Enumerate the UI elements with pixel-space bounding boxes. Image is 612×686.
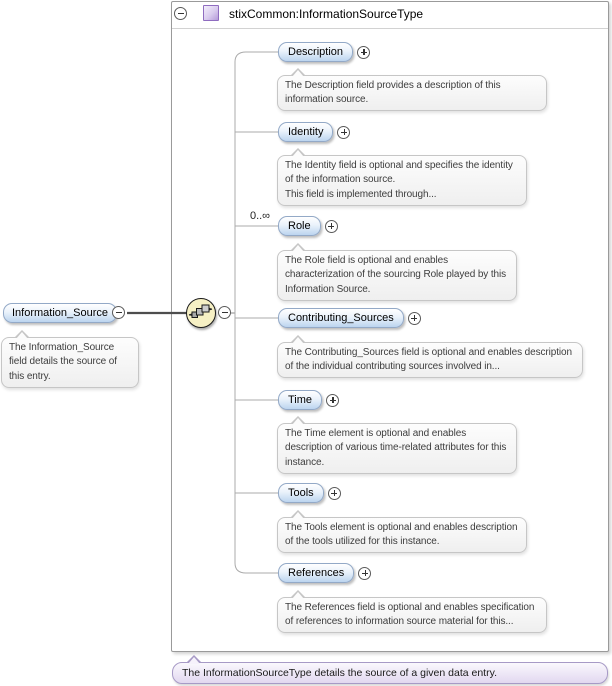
element-identity[interactable]	[278, 122, 350, 142]
role-doc-note	[277, 250, 517, 301]
doc-text: The Time element is optional and enables description of various time-related attributes for this instance.	[285, 427, 507, 468]
expand-icon[interactable]	[357, 46, 370, 59]
element-label: Tools	[288, 487, 314, 499]
sequence-glyph	[187, 299, 214, 326]
element-references[interactable]	[278, 563, 371, 583]
identity-doc-note	[277, 155, 527, 206]
collapse-icon[interactable]	[112, 306, 125, 319]
expand-icon[interactable]	[358, 567, 371, 580]
element-label: Contributing_Sources	[288, 312, 394, 324]
expand-icon[interactable]	[325, 220, 338, 233]
element-box[interactable]	[278, 216, 321, 236]
description-doc-note	[277, 75, 547, 111]
expand-icon[interactable]	[408, 312, 421, 325]
element-box[interactable]	[278, 308, 404, 328]
doc-text: The Information_Source field details the source of this entry.	[9, 341, 117, 382]
collapse-icon[interactable]	[218, 306, 231, 319]
doc-text: The References field is optional and enables specification of references to information source material for this...	[285, 601, 535, 627]
expand-icon[interactable]	[326, 394, 339, 407]
collapse-icon[interactable]	[174, 7, 187, 20]
type-title: stixCommon:InformationSourceType	[229, 7, 424, 21]
element-label: References	[288, 567, 345, 579]
element-time[interactable]	[278, 390, 339, 410]
cardinality-label: 0..∞	[249, 210, 271, 222]
time-doc-note	[277, 423, 517, 474]
expand-icon[interactable]	[337, 126, 350, 139]
complex-type-icon	[203, 5, 219, 21]
element-label: Description	[288, 46, 344, 58]
element-information-source[interactable]	[3, 303, 117, 323]
type-doc-text: The InformationSourceType details the source of a given data entry.	[182, 667, 497, 679]
doc-text: The Tools element is optional and enables description of the tools utilized for this instance.	[285, 521, 518, 547]
element-contributing-sources[interactable]	[278, 308, 421, 328]
element-label: Role	[288, 220, 311, 232]
element-box[interactable]	[278, 390, 322, 410]
doc-text: The Description field provides a description of this information source.	[285, 79, 501, 105]
tools-doc-note	[277, 517, 527, 553]
expand-icon[interactable]	[328, 487, 341, 500]
element-label: Information_Source	[12, 307, 108, 319]
element-label: Time	[288, 394, 313, 406]
element-box[interactable]	[278, 42, 353, 62]
element-box[interactable]	[278, 563, 354, 583]
doc-text: The Contributing_Sources field is optional and enables description of the individual contributing sources involved in...	[285, 346, 572, 372]
element-box[interactable]	[3, 303, 117, 323]
doc-text: The Role field is optional and enables characterization of the sourcing Role played by this Information Source.	[285, 254, 507, 295]
root-doc-note	[1, 337, 139, 388]
type-doc-note	[172, 662, 608, 684]
element-label: Identity	[288, 126, 324, 138]
element-tools[interactable]	[278, 483, 341, 503]
element-role[interactable]	[278, 216, 338, 236]
element-box[interactable]	[278, 483, 324, 503]
contributing-sources-doc-note	[277, 342, 583, 378]
sequence-compositor-icon[interactable]	[186, 298, 216, 328]
doc-text: The Identity field is optional and specifies the identity of the information source.	[285, 159, 513, 185]
element-box[interactable]	[278, 122, 333, 142]
references-doc-note	[277, 597, 547, 633]
element-description[interactable]	[278, 42, 370, 62]
doc-text: This field is implemented through...	[285, 188, 437, 200]
header-separator	[172, 28, 608, 29]
